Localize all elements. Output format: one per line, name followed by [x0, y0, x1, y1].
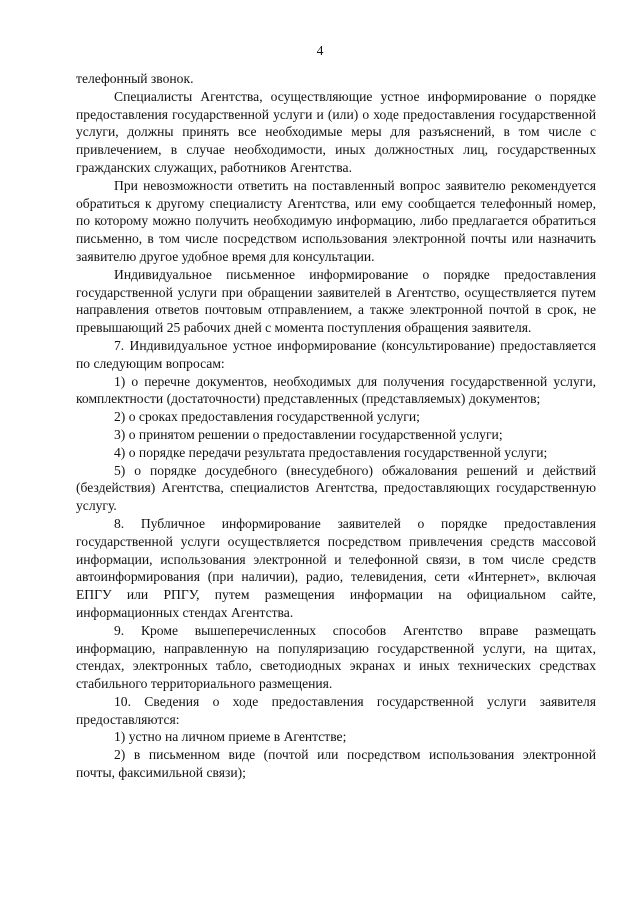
paragraph: При невозможности ответить на поставленный вопрос заявителю рекомендуется обратиться к другому специалисту Агентства, или ему сообщается телефонный номер, по которому можно получить необходимую информацию, либо предлагается обратиться письменно, в том числе посредством использования электронной почты или назначить заявителю другое удобное время для консультации. — [76, 177, 596, 264]
list-item: 4) о порядке передачи результата предоставления государственной услуги; — [114, 444, 548, 460]
list-item: 3) о принятом решении о предоставлении государственной услуги; — [114, 426, 503, 442]
paragraph: 7. Индивидуальное устное информирование (консультирование) предоставляется по следующим вопросам: — [76, 337, 596, 371]
list-item: 1) устно на личном приеме в Агентстве; — [114, 729, 347, 745]
page-number: 4 — [316, 43, 324, 58]
list-item: 2) в письменном виде (почтой или посредством использования электронной почты, факсимильной связи); — [76, 747, 596, 781]
paragraph: 9. Кроме вышеперечисленных способов Агентство вправе размещать информацию, направленную на популяризацию государственной услуги, на щитах, стендах, электронных табло, светодиодных экранах и иных технических средствах стабильного территориального размещения. — [76, 622, 596, 692]
body-text — [76, 70, 596, 782]
list-item: 1) о перечне документов, необходимых для получения государственной услуги, комплектности (достаточности) представленных (представляемых) документов; — [76, 373, 596, 407]
list-item: 2) о сроках предоставления государственной услуги; — [114, 409, 420, 425]
paragraph: Индивидуальное письменное информирование о порядке предоставления государственной услуги при обращении заявителей в Агентство, осуществляется путем направления ответов почтовым отправлением, а также электронной почтой в срок, не превышающий 25 рабочих дней с момента поступления обращения заявителя. — [76, 266, 596, 336]
paragraph: телефонный звонок. — [76, 71, 194, 86]
paragraph: Специалисты Агентства, осуществляющие устное информирование о порядке предоставления государственной услуги и (или) о ходе предоставления государственной услуги, должны принять все необходимые меры для разъяснений, в том числе с привлечением, в случае необходимости, иных должностных лиц, государственных гражданских служащих, работников Агентства. — [76, 88, 596, 175]
paragraph: 10. Сведения о ходе предоставления государственной услуги заявителя предоставляются: — [76, 693, 596, 727]
paragraph: 8. Публичное информирование заявителей о порядке предоставления государственной услуги осуществляется посредством привлечения средств массовой информации, использования электронной и телефонной связи, в том числе средств автоинформирования (при наличии), радио, телевидения, сети «Интернет», включая ЕПГУ или РПГУ, путем размещения информации на официальном сайте, информационных стендах Агентства. — [76, 515, 596, 620]
list-item: 5) о порядке досудебного (внесудебного) обжалования решений и действий (бездействия) Агентства, специалистов Агентства, предоставляющих государственную услугу. — [76, 462, 596, 514]
